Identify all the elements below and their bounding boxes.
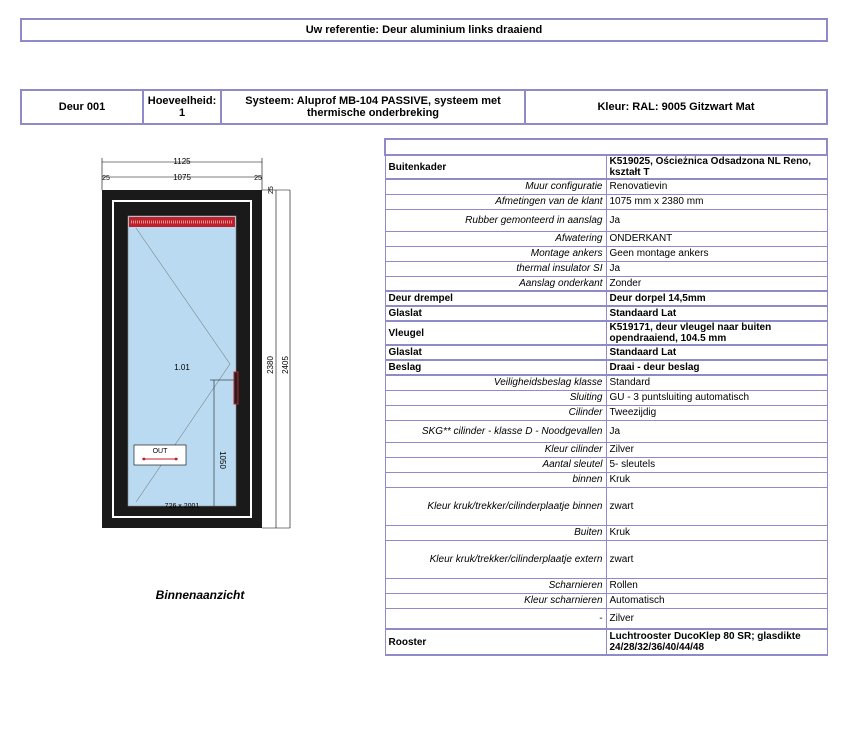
spec-value: Renovatievin — [606, 179, 827, 194]
spec-row — [385, 390, 827, 405]
door-id: Deur 001 — [58, 101, 106, 113]
spec-row — [385, 155, 827, 179]
spec-row — [385, 179, 827, 194]
spec-value: Ja — [606, 261, 827, 276]
spec-label: Kleur cilinder — [385, 442, 606, 457]
spec-value: Ja — [606, 209, 827, 231]
spec-value: Standaard Lat — [606, 306, 827, 321]
spec-value: Draai - deur beslag — [606, 360, 827, 375]
spec-label: Muur configuratie — [385, 179, 606, 194]
spec-value: K519171, deur vleugel naar buiten opendraaiend, 104.5 mm — [606, 321, 827, 345]
spec-label: Aanslag onderkant — [385, 276, 606, 291]
spec-label: thermal insulator SI — [385, 261, 606, 276]
spec-value: Luchtrooster DucoKlep 80 SR; glasdikte 24/28/32/36/40/44/48 — [606, 629, 827, 655]
quantity-cell — [142, 89, 222, 125]
spec-row — [385, 525, 827, 540]
spec-row — [385, 375, 827, 390]
spec-row — [385, 306, 827, 321]
spec-value: zwart — [606, 487, 827, 525]
spec-row — [385, 231, 827, 246]
system-cell — [220, 89, 526, 125]
reference-banner — [20, 18, 828, 42]
spec-label: Kleur kruk/trekker/cilinderplaatje binnen — [385, 487, 606, 525]
spec-row — [385, 209, 827, 231]
color-cell — [524, 89, 828, 125]
spec-row — [385, 194, 827, 209]
spec-row — [385, 487, 827, 525]
spec-label: Buiten — [385, 525, 606, 540]
spec-row — [385, 593, 827, 608]
spec-label: Buitenkader — [385, 155, 606, 179]
spec-row — [385, 246, 827, 261]
dim-total-height: 2405 — [281, 356, 290, 374]
quantity-value: 1 — [178, 107, 186, 119]
spec-value: Zilver — [606, 608, 827, 629]
spec-row — [385, 276, 827, 291]
spec-label: Sluiting — [385, 390, 606, 405]
spec-value: Rollen — [606, 578, 827, 593]
spec-label: Beslag — [385, 360, 606, 375]
spec-row — [385, 420, 827, 442]
spec-value: Zonder — [606, 276, 827, 291]
spec-value: K519025, Ościeżnica Odsadzona NL Reno, kształt T — [606, 155, 827, 179]
spec-value: Kruk — [606, 525, 827, 540]
spec-label: Cilinder — [385, 405, 606, 420]
dim-right-offset: 25 — [254, 175, 262, 182]
spec-row — [385, 457, 827, 472]
spec-row — [385, 291, 827, 306]
door-handle — [234, 372, 238, 404]
dim-top-offset: 25 — [268, 186, 275, 194]
color-text: Kleur: RAL: 9005 Gitzwart Mat — [597, 101, 755, 113]
spec-value: Ja — [606, 420, 827, 442]
spec-label: Afmetingen van de klant — [385, 194, 606, 209]
spec-value: 5- sleutels — [606, 457, 827, 472]
system-text: Systeem: Aluprof MB-104 PASSIVE, systeem met thermische onderbreking — [245, 95, 501, 119]
handle-height: 1050 — [218, 451, 227, 469]
spec-value: ONDERKANT — [606, 231, 827, 246]
specification-table — [384, 138, 828, 656]
spec-label: Glaslat — [385, 306, 606, 321]
reference-text: Uw referentie: Deur aluminium links draaiend — [305, 24, 543, 36]
spec-row — [385, 261, 827, 276]
spec-row — [385, 442, 827, 457]
spec-value: Zilver — [606, 442, 827, 457]
door-drawing — [90, 150, 310, 540]
spec-value: Standaard Lat — [606, 345, 827, 360]
spec-value: zwart — [606, 540, 827, 578]
dim-left-offset: 25 — [102, 175, 110, 182]
spec-label: Deur drempel — [385, 291, 606, 306]
spec-row — [385, 360, 827, 375]
spec-value: 1075 mm x 2380 mm — [606, 194, 827, 209]
spec-row — [385, 472, 827, 487]
spec-label: Rooster — [385, 629, 606, 655]
spec-row — [385, 321, 827, 345]
door-elevation-svg — [90, 150, 310, 540]
spec-value: Geen montage ankers — [606, 246, 827, 261]
spec-label: Vleugel — [385, 321, 606, 345]
spec-header-row — [385, 139, 827, 155]
spec-value: Kruk — [606, 472, 827, 487]
door-header — [20, 89, 828, 125]
dim-inner-width: 1075 — [173, 173, 191, 182]
spec-label: - — [385, 608, 606, 629]
glass-size: 726 x 2001 — [164, 503, 200, 510]
spec-label: Kleur scharnieren — [385, 593, 606, 608]
panel-label: 1.01 — [174, 363, 190, 372]
spec-row — [385, 629, 827, 655]
spec-value: GU - 3 puntsluiting automatisch — [606, 390, 827, 405]
spec-label: Rubber gemonteerd in aanslag — [385, 209, 606, 231]
spec-label: binnen — [385, 472, 606, 487]
spec-label: Veiligheidsbeslag klasse — [385, 375, 606, 390]
spec-label: Afwatering — [385, 231, 606, 246]
out-label: OUT — [152, 448, 168, 455]
view-caption: Binnenaanzicht — [155, 588, 245, 602]
spec-row — [385, 405, 827, 420]
spec-value: Deur dorpel 14,5mm — [606, 291, 827, 306]
spec-label: SKG** cilinder - klasse D - Noodgevallen — [385, 420, 606, 442]
spec-value: Standard — [606, 375, 827, 390]
spec-value: Automatisch — [606, 593, 827, 608]
quantity-label: Hoeveelheid: — [147, 95, 217, 107]
spec-label: Montage ankers — [385, 246, 606, 261]
spec-label: Kleur kruk/trekker/cilinderplaatje extern — [385, 540, 606, 578]
spec-row — [385, 608, 827, 629]
dim-total-width: 1125 — [173, 157, 191, 166]
spec-value: Tweezijdig — [606, 405, 827, 420]
door-id-cell — [20, 89, 144, 125]
spec-row — [385, 540, 827, 578]
spec-label: Glaslat — [385, 345, 606, 360]
spec-row — [385, 345, 827, 360]
spec-row — [385, 578, 827, 593]
spec-label: Scharnieren — [385, 578, 606, 593]
spec-label: Aantal sleutel — [385, 457, 606, 472]
dim-inner-height: 2380 — [266, 356, 275, 374]
